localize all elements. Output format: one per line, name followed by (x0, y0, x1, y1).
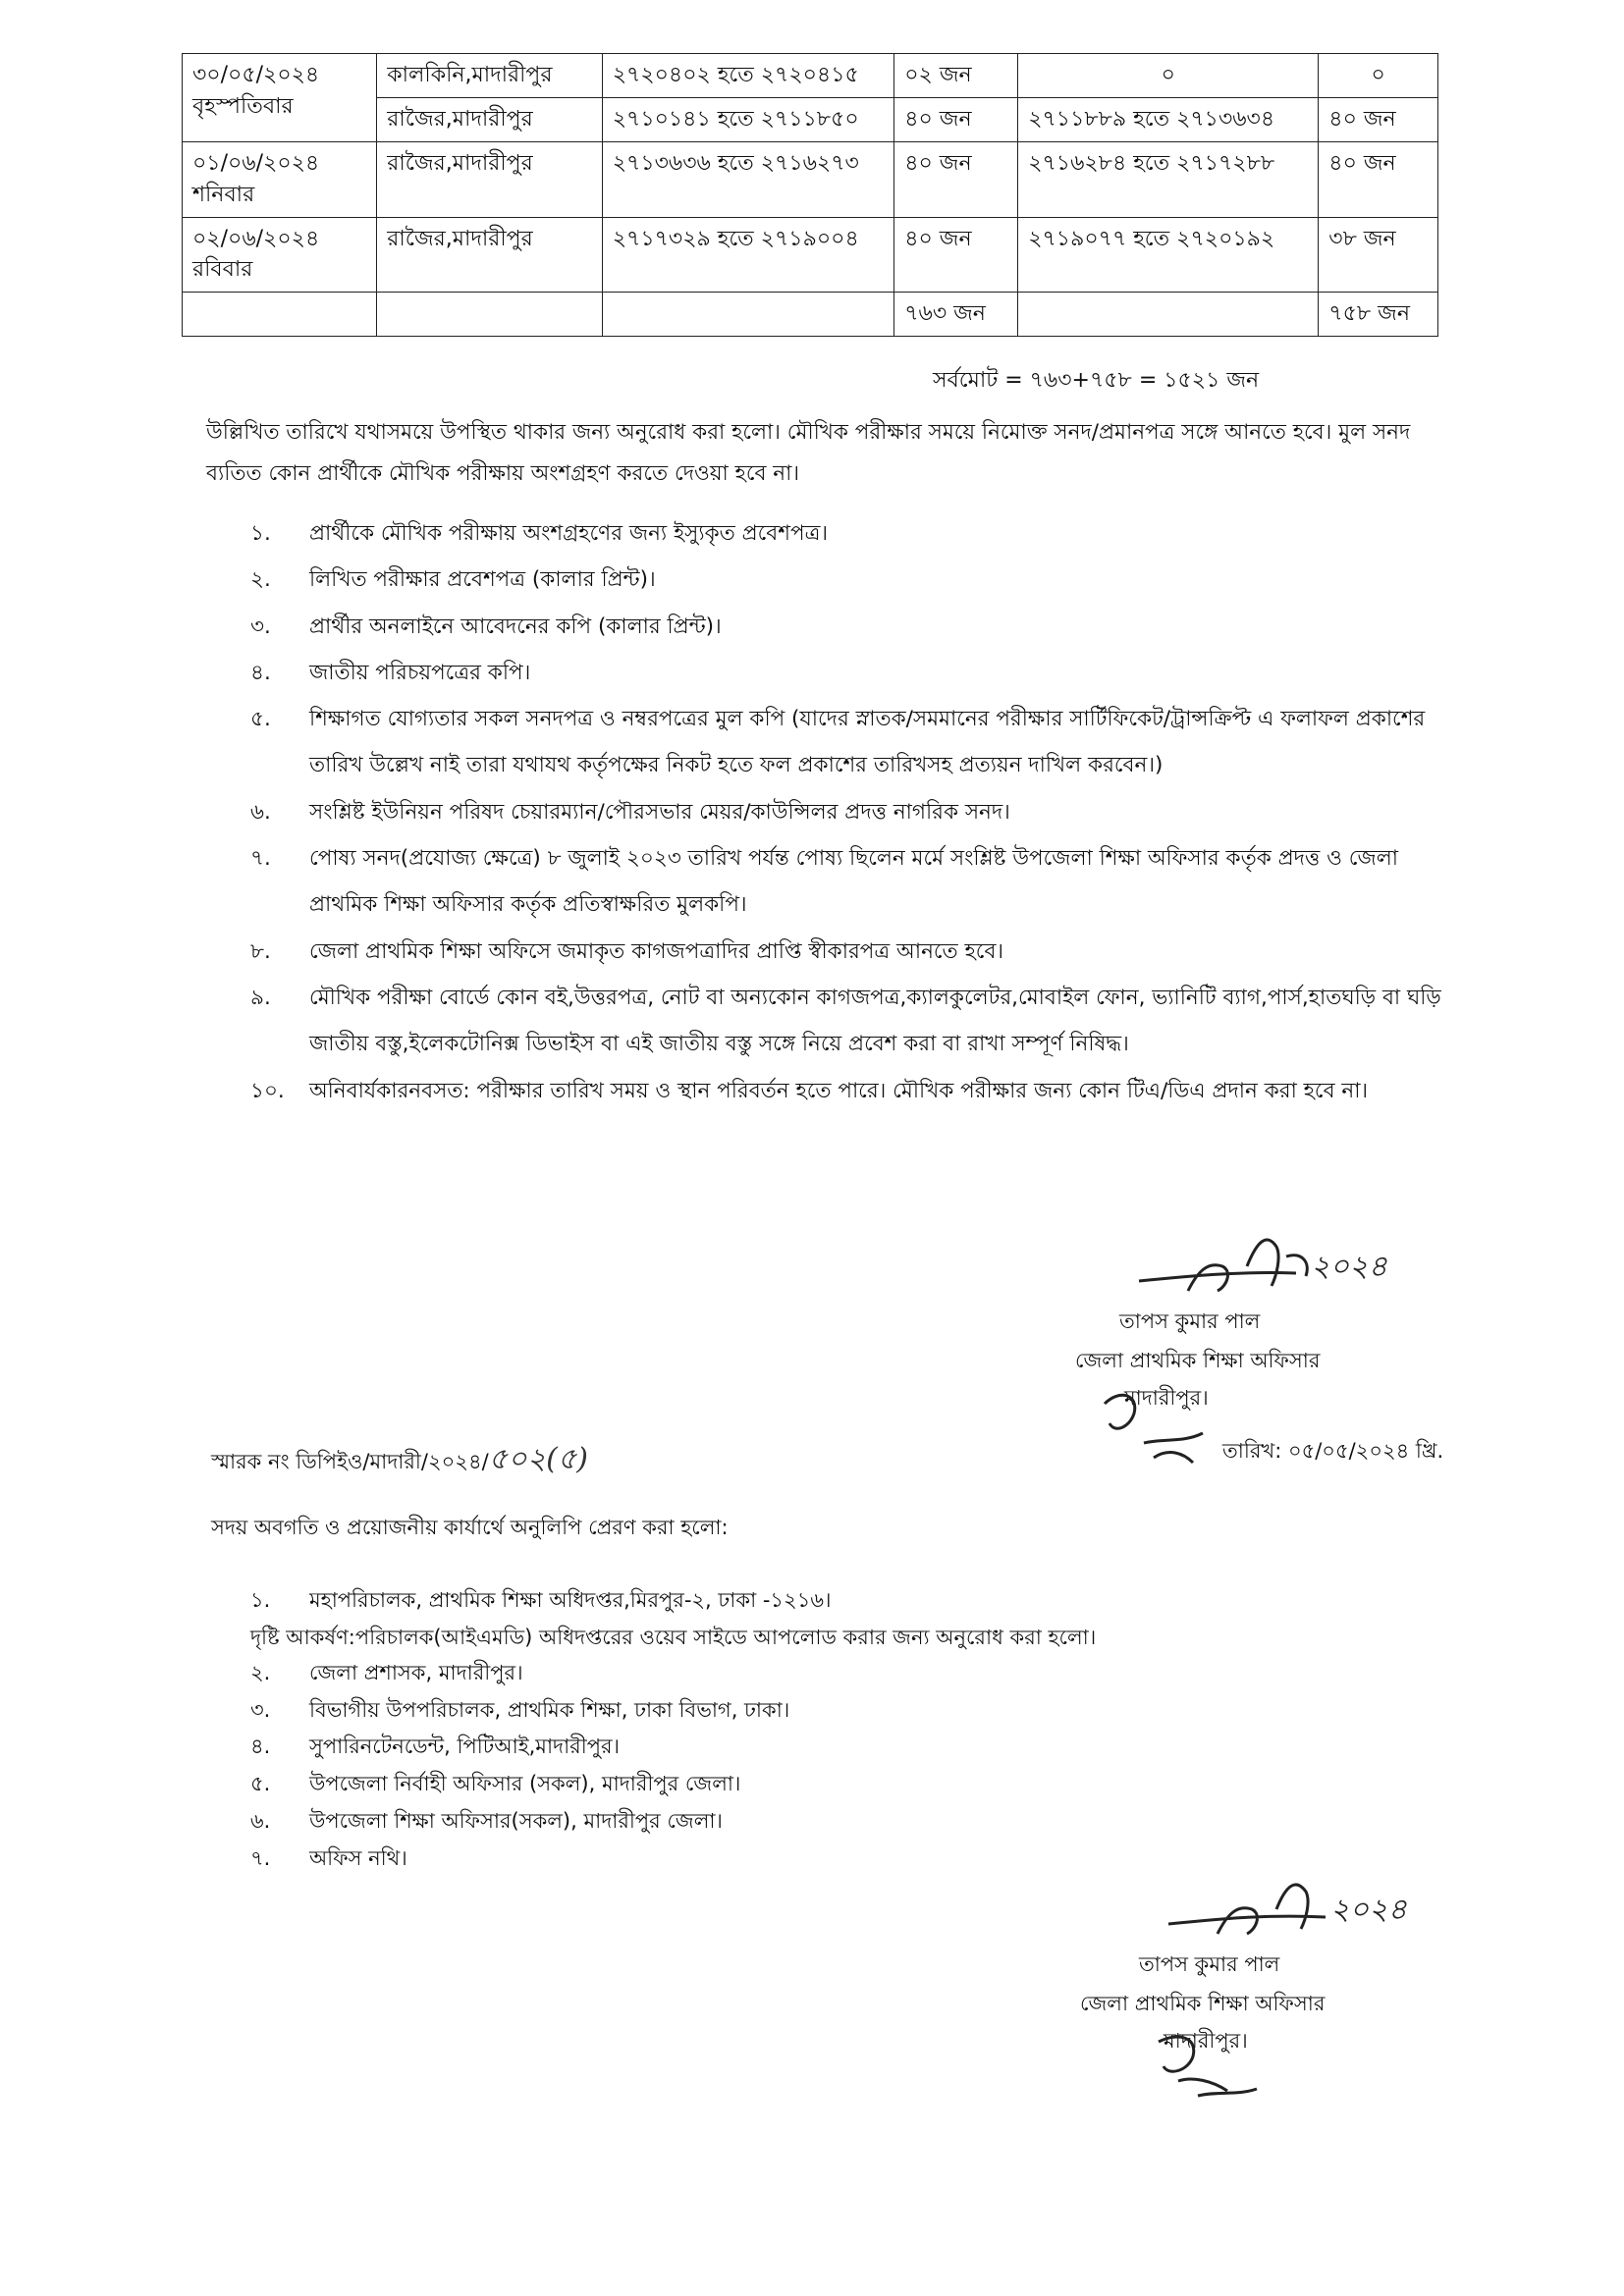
list-item: ৩. বিভাগীয় উপপরিচালক, প্রাথমিক শিক্ষা, ঢাকা বিভাগ, ঢাকা। (250, 1697, 790, 1722)
list-item: ৭. পোষ্য সনদ(প্রযোজ্য ক্ষেত্রে) ৮ জুলাই ২০২৩ তারিখ পর্যন্ত পোষ্য ছিলেন মর্মে সংশ্লিষ্ট উপজেলা শিক্ষা অফিসার কর্তৃক প্রদত্ত ও জেলা প্রাথমিক শিক্ষা অফিসার কর্তৃক প্রতিস্বাক্ষরিত মুলকপি। (250, 846, 1398, 918)
list-item: ৮. জেলা প্রাথমিক শিক্ষা অফিসে জমাকৃত কাগজপত্রাদির প্রাপ্তি স্বীকারপত্র আনতে হবে। (250, 938, 1004, 964)
roll-range-cell: ২৭১৭৩২৯ হতে ২৭১৯০০৪ (602, 217, 894, 293)
roll-range-cell: ২৭১৩৬৩৬ হতে ২৭১৬২৭৩ (602, 141, 894, 217)
list-item: ৯. মৌখিক পরীক্ষা বোর্ডে কোন বই,উত্তরপত্র, নোট বা অন্যকোন কাগজপত্র,ক্যালকুলেটর,মোবাইল ফোন, ভ্যানিটি ব্যাগ,পার্স,হাতঘড়ি বা ঘড়ি জাতীয় বস্তু,ইলেকটোনিক্স ডিভাইস বা এই জাতীয় বস্তু সঙ্গে নিয়ে প্রবেশ করা বা রাখা সম্পূর্ণ নিষিদ্ধ। (250, 985, 1441, 1057)
list-item: ৬. সংশ্লিষ্ট ইউনিয়ন পরিষদ চেয়ারম্যান/পৌরসভার মেয়র/কাউন্সিলর প্রদত্ত নাগরিক সনদ। (250, 799, 1010, 825)
schedule-table (182, 53, 1438, 337)
day: শনিবার (192, 182, 255, 207)
copy-intro: সদয় অবগতি ও প্রয়োজনীয় কার্যার্থে অনুলিপি প্রেরণ করা হলো: (211, 1516, 729, 1539)
roll-range-cell: ২৭২০৪০২ হতে ২৭২০৪১৫ (602, 54, 894, 98)
count-cell: ৪০ জন (894, 97, 1018, 141)
place-cell: রাজৈর,মাদারীপুর (377, 217, 602, 293)
total-cell: ৭৫৮ জন (1319, 293, 1438, 337)
date: ০১/০৬/২০২৪ (192, 150, 320, 176)
place-cell: রাজৈর,মাদারীপুর (377, 97, 602, 141)
grand-total: সর্বমোট = ৭৬৩+৭৫৮ = ১৫২১ জন (933, 368, 1260, 393)
roll-range-cell: ২৭১৬২৮৪ হতে ২৭১৭২৮৮ (1018, 141, 1319, 217)
list-item: ২. লিখিত পরীক্ষার প্রবেশপত্র (কালার প্রিন্ট)। (250, 567, 656, 593)
roll-range-cell: ২৭১১৮৮৯ হতে ২৭১৩৬৩৪ (1018, 97, 1319, 141)
date-cell (183, 217, 377, 293)
attention-note: দৃষ্টি আকর্ষণ:পরিচালক(আইএমডি) অধিদপ্তরের ওয়েব সাইডে আপলোড করার জন্য অনুরোধ করা হলো। (250, 1626, 1097, 1649)
list-item: ৩. প্রার্থীর অনলাইনে আবেদনের কপি (কালার প্রিন্ট)। (250, 614, 722, 639)
place-cell: রাজৈর,মাদারীপুর (377, 141, 602, 217)
total-cell: ৭৬৩ জন (894, 293, 1018, 337)
list-item: ৪. সুপারিনটেনডেন্ট, পিটিআই,মাদারীপুর। (250, 1735, 621, 1759)
table-total-row (183, 293, 1438, 337)
date: ৩০/০৫/২০২৪ (192, 63, 320, 87)
memo-label: স্মারক নং ডিপিইও/মাদারী/২০২৪/ (211, 1450, 489, 1473)
list-item: ৪. জাতীয় পরিচয়পত্রের কপি। (250, 660, 531, 685)
list-item: ৭. অফিস নথি। (250, 1845, 407, 1870)
initials-scribble (1085, 1374, 1222, 1472)
memo-number (211, 1435, 588, 1485)
table-row (183, 54, 1438, 98)
list-item: ৬. উপজেলা শিক্ষা অফিসার(সকল), মাদারীপুর জেলা। (250, 1808, 723, 1833)
place-cell: কালকিনি,মাদারীপুর (377, 54, 602, 98)
list-item: ১০. অনিবার্যকারনবসত: পরীক্ষার তারিখ সময় ও স্থান পরিবর্তন হতে পারে। মৌখিক পরীক্ষার জন্য কোন টিএ/ডিএ প্রদান করা হবে না। (250, 1078, 1369, 1103)
count-cell: ৪০ জন (894, 217, 1018, 293)
initials-scribble (1139, 2022, 1286, 2110)
table-row (183, 141, 1438, 217)
intro-paragraph: উল্লিখিত তারিখে যথাসময়ে উপস্থিত থাকার জন্য অনুরোধ করা হলো। মৌখিক পরীক্ষার সময়ে নিমোক্ত সনদ/প্রমানপত্র সঙ্গে আনতে হবে। মুল সনদ ব্যতিত কোন প্রার্থীকে মৌখিক পরীক্ষায় অংশগ্রহণ করতে দেওয়া হবে না। (206, 420, 1411, 486)
signatory-title: জেলা প্রাথমিক শিক্ষা অফিসার (1075, 1349, 1321, 1372)
list-item: ৫. শিক্ষাগত যোগ্যতার সকল সনদপত্র ও নম্বরপত্রের মুল কপি (যাদের স্নাতক/সমমানের পরীক্ষার সার্টিফিকেট/ট্রান্সক্রিপ্ট এ ফলাফল প্রকাশের তারিখ উল্লেখ নাই তারা যথাযথ কর্তৃপক্ষের নিকট হতে ফল প্রকাশের তারিখসহ প্রত্যয়ন দাখিল করবেন।) (250, 707, 1426, 778)
count-cell: ৪০ জন (894, 141, 1018, 217)
signature-date: ২০২৪ (1330, 1893, 1407, 1927)
signatory-title: জেলা প্রাথমিক শিক্ষা অফিসার (1080, 1992, 1326, 2015)
table-row (183, 217, 1438, 293)
count-cell: ৪০ জন (1319, 141, 1438, 217)
roll-range-cell: ২৭১০১৪১ হতে ২৭১১৮৫০ (602, 97, 894, 141)
date: ০২/০৬/২০২৪ (192, 226, 320, 251)
day: বৃহস্পতিবার (192, 93, 294, 119)
day: রবিবার (192, 257, 253, 283)
list-item: ২. জেলা প্রশাসক, মাদারীপুর। (250, 1660, 523, 1684)
count-cell: ৪০ জন (1319, 97, 1438, 141)
roll-range-cell: ২৭১৯০৭৭ হতে ২৭২০১৯২ (1018, 217, 1319, 293)
memo-handwritten-number: ৫০২(৫) (488, 1442, 589, 1476)
list-item: ১. মহাপরিচালক, প্রাথমিক শিক্ষা অধিদপ্তর,মিরপুর-২, ঢাকা -১২১৬। (250, 1588, 832, 1612)
count-cell: ০ (1319, 54, 1438, 98)
count-cell: ০২ জন (894, 54, 1018, 98)
count-cell: ৩৮ জন (1319, 217, 1438, 293)
signatory-place: মাদারীপুর। (1124, 1386, 1209, 1410)
signature-image (1159, 1870, 1443, 1949)
memo-date: তারিখ: ০৫/০৫/২০২৪ খ্রি. (1222, 1439, 1444, 1463)
date-cell (183, 54, 377, 142)
roll-range-cell: ০ (1018, 54, 1319, 98)
signatory-name: তাপস কুমার পাল (1139, 1952, 1280, 1976)
signature-date: ২০২৪ (1311, 1250, 1387, 1284)
signatory-place: মাদারীপুর। (1164, 2029, 1248, 2053)
list-item: ৫. উপজেলা নির্বাহী অফিসার (সকল), মাদারীপুর জেলা। (250, 1772, 741, 1796)
requirements-list (250, 510, 1448, 1114)
signature-image (1129, 1222, 1424, 1310)
list-item: ১. প্রার্থীকে মৌখিক পরীক্ষায় অংশগ্রহণের জন্য ইস্যুকৃত প্রবেশপত্র। (250, 521, 829, 546)
signatory-name: তাপস কুমার পাল (1119, 1309, 1261, 1333)
date-cell (183, 141, 377, 217)
